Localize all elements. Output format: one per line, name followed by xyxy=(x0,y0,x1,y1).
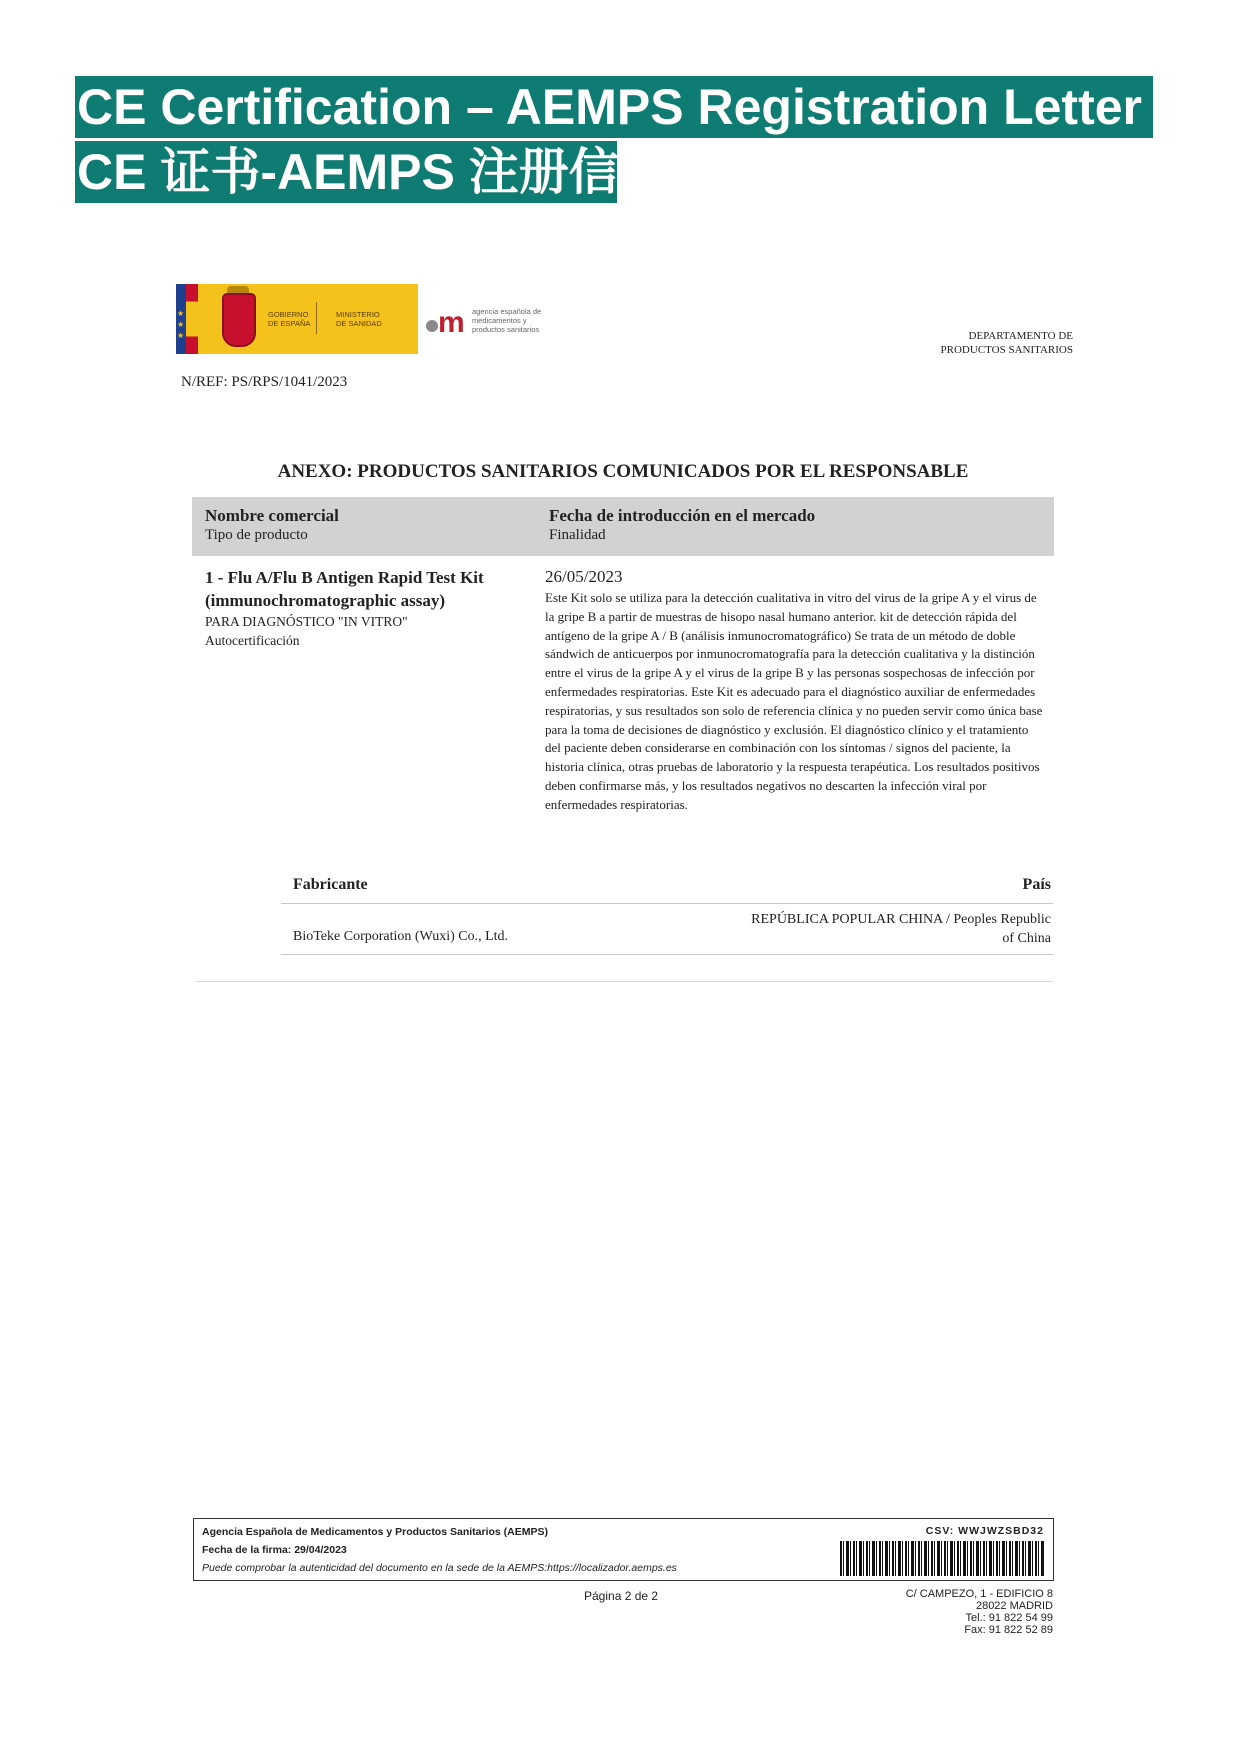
divider xyxy=(281,903,1053,904)
barcode-icon xyxy=(840,1541,1044,1576)
star-icon: ★ xyxy=(177,331,185,340)
manufacturer-header: Fabricante xyxy=(293,876,368,893)
column-market-date: Fecha de introducción en el mercado Finalidad xyxy=(549,506,816,543)
logo-divider xyxy=(316,302,317,334)
aemps-logo xyxy=(426,306,566,338)
product-type: PARA DIAGNÓSTICO "IN VITRO" Autocertificación xyxy=(205,614,408,648)
table-header xyxy=(192,497,1054,556)
star-icon: ★ xyxy=(177,320,185,329)
csv-code: CSV: WWJWZSBD32 xyxy=(925,1525,1044,1537)
page-number: Página 2 de 2 xyxy=(584,1589,659,1603)
manufacturer-name: BioTeke Corporation (Wuxi) Co., Ltd. xyxy=(293,929,509,944)
aemps-m-icon: m xyxy=(438,306,465,339)
government-logo xyxy=(176,284,418,354)
agency-name: Agencia Española de Medicamentos y Productos Sanitarios (AEMPS) xyxy=(202,1526,548,1538)
department-label: DEPARTAMENTO DE PRODUCTOS SANITARIOS xyxy=(940,330,1073,356)
government-label: GOBIERNO DE ESPAÑA xyxy=(268,310,311,328)
divider xyxy=(281,954,1053,955)
manufacturer-country: REPÚBLICA POPULAR CHINA / Peoples Republic of China xyxy=(751,912,1051,946)
column-product: Nombre comercial Tipo de producto xyxy=(205,506,339,543)
annex-title: ANEXO: PRODUCTOS SANITARIOS COMUNICADOS POR EL RESPONSABLE xyxy=(277,461,969,482)
ministry-label: MINISTERIO DE SANIDAD xyxy=(336,310,382,328)
star-icon: ★ xyxy=(177,309,185,318)
signature-date: Fecha de la firma: 29/04/2023 xyxy=(202,1544,347,1556)
verification-note: Puede comprobar la autenticidad del documento en la sede de la AEMPS:https://localizador.aemps.es xyxy=(202,1562,677,1574)
reference-number: N/REF: PS/RPS/1041/2023 xyxy=(181,374,348,390)
aemps-dot-icon xyxy=(426,320,438,332)
coat-of-arms-icon xyxy=(222,293,256,347)
agency-address: C/ CAMPEZO, 1 - EDIFICIO 8 28022 MADRID Tel.: 91 822 54 99 Fax: 91 822 52 89 xyxy=(905,1588,1053,1636)
spain-flag-stripe xyxy=(186,284,198,354)
banner-title-en: CE Certification – AEMPS Registration Letter xyxy=(75,76,1153,138)
country-header: País xyxy=(1022,876,1051,893)
divider xyxy=(196,981,1053,982)
eu-flag-strip xyxy=(176,284,186,354)
market-date: 26/05/2023 xyxy=(545,567,623,586)
banner-title-zh: CE 证书-AEMPS 注册信 xyxy=(75,141,617,203)
product-purpose: Este Kit solo se utiliza para la detección cualitativa in vitro del virus de la gripe A y el virus de la gripe B a partir de muestras de hisopo nasal humano anterior. kit de detección rápida del antígeno de la gripe A / B (análisis inmunocromatográfico) Se trata de un método de doble sándwich de anticuerpos por inmunocromatografía para la detección cualitativa y la distinción entre el virus de la gripe A y el virus de la gripe B y las personas sospechosas de infección por enfermedades respiratorias. Este Kit es adecuado para el diagnóstico auxiliar de enfermedades respiratorias, y sus resultados son solo de referencia clínica y no pueden servir como única base para la toma de decisiones de diagnóstico y exclusión. El diagnóstico clínico y el tratamiento del paciente deben considerarse en combinación con los síntomas / signos del paciente, la historia clínica, otras pruebas de laboratorio y la respuesta terapéutica. Los resultados positivos deben confirmarse más, y los resultados negativos no descarten la infección viral por enfermedades respiratorias. xyxy=(545,590,1043,812)
product-name: 1 - Flu A/Flu B Antigen Rapid Test Kit (immunochromatographic assay) xyxy=(205,568,484,610)
aemps-label: agencia española de medicamentos y productos sanitarios xyxy=(472,307,542,334)
signature-footer xyxy=(193,1518,1054,1581)
